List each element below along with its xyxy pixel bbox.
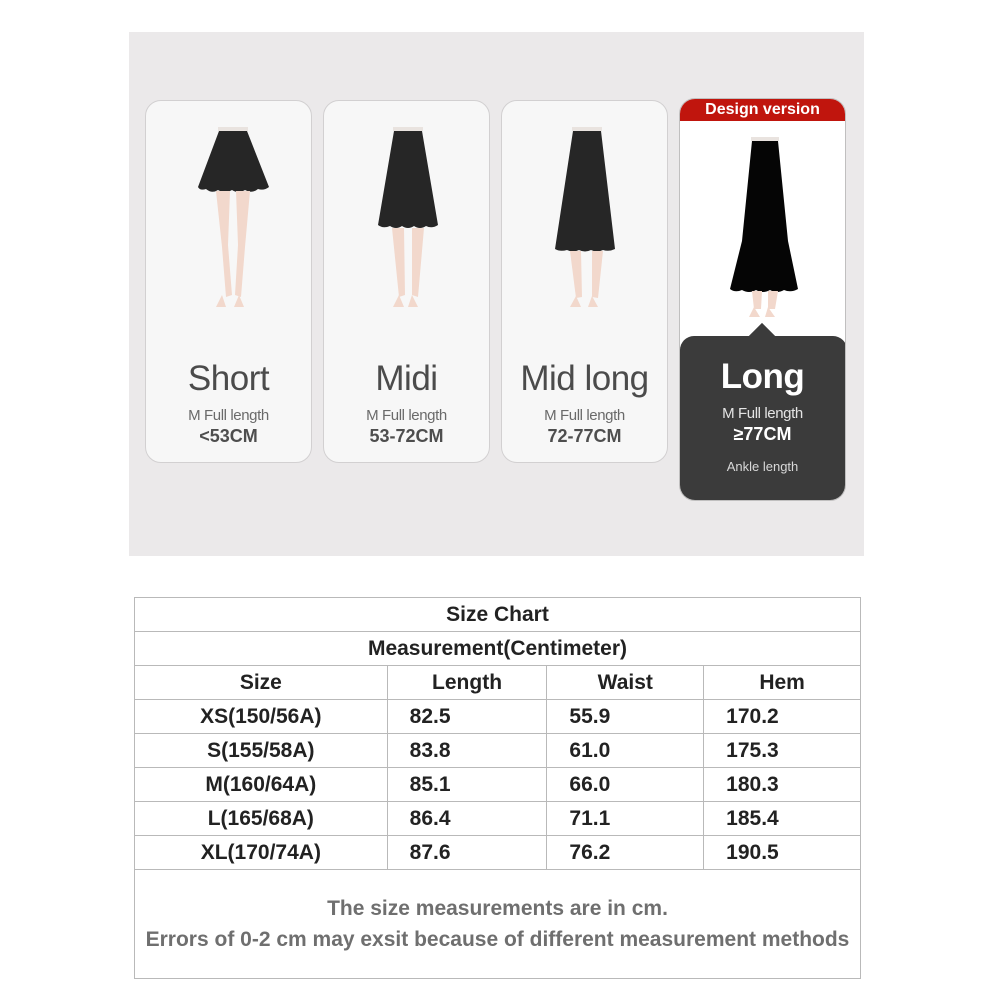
table-row xyxy=(135,768,861,802)
hem-cell: 170.2 xyxy=(704,700,861,734)
card-range: <53CM xyxy=(199,426,258,446)
size-cell: S(155/58A) xyxy=(135,734,388,768)
length-cell: 87.6 xyxy=(387,836,547,870)
hem-cell: 175.3 xyxy=(704,734,861,768)
waist-cell: 66.0 xyxy=(547,768,704,802)
size-cell: L(165/68A) xyxy=(135,802,388,836)
short-skirt-illustration xyxy=(146,115,311,325)
size-chart-table xyxy=(134,597,861,979)
hem-cell: 185.4 xyxy=(704,802,861,836)
length-cell: 83.8 xyxy=(387,734,547,768)
mid-long-skirt-illustration xyxy=(502,115,667,325)
waist-cell: 55.9 xyxy=(547,700,704,734)
length-cell: 82.5 xyxy=(387,700,547,734)
size-cell: XS(150/56A) xyxy=(135,700,388,734)
table-title-row xyxy=(135,598,861,632)
hem-cell: 190.5 xyxy=(704,836,861,870)
length-card-midi xyxy=(323,100,490,463)
table-row xyxy=(135,734,861,768)
note-line-errors: Errors of 0-2 cm may exsit because of different measurement methods xyxy=(145,928,850,951)
midi-skirt-illustration xyxy=(324,115,489,325)
waist-cell: 61.0 xyxy=(547,734,704,768)
length-card-mid-long xyxy=(501,100,668,463)
size-cell: XL(170/74A) xyxy=(135,836,388,870)
card-range: 72-77CM xyxy=(547,426,622,446)
length-card-short xyxy=(145,100,312,463)
column-header-waist: Waist xyxy=(547,666,704,700)
long-skirt-illustration xyxy=(680,131,845,341)
length-cell: 85.1 xyxy=(387,768,547,802)
card-note: Ankle length xyxy=(726,459,799,474)
skirt-length-guide xyxy=(129,32,864,556)
card-title: Mid long xyxy=(520,359,649,398)
length-cell: 86.4 xyxy=(387,802,547,836)
waist-cell: 76.2 xyxy=(547,836,704,870)
card-range: 53-72CM xyxy=(369,426,444,446)
measurement-unit-heading: Measurement(Centimeter) xyxy=(135,632,861,666)
design-version-tag: Design version xyxy=(680,99,845,121)
card-subtitle: M Full length xyxy=(188,407,269,424)
length-card-long xyxy=(679,98,846,501)
column-header-length: Length xyxy=(387,666,547,700)
table-unit-row xyxy=(135,632,861,666)
card-title: Long xyxy=(720,357,805,396)
table-row xyxy=(135,836,861,870)
card-subtitle: M Full length xyxy=(366,407,447,424)
table-row xyxy=(135,802,861,836)
card-title: Midi xyxy=(375,359,438,398)
table-row xyxy=(135,700,861,734)
column-header-hem: Hem xyxy=(704,666,861,700)
waist-cell: 71.1 xyxy=(547,802,704,836)
table-header-row xyxy=(135,666,861,700)
table-note-row xyxy=(135,870,861,979)
column-header-size: Size xyxy=(135,666,388,700)
note-line-units: The size measurements are in cm. xyxy=(327,897,668,920)
card-subtitle: M Full length xyxy=(544,407,625,424)
size-cell: M(160/64A) xyxy=(135,768,388,802)
card-title: Short xyxy=(187,359,270,398)
card-range: ≥77CM xyxy=(733,424,792,444)
measurement-note xyxy=(135,870,861,979)
size-chart-title: Size Chart xyxy=(135,598,861,632)
hem-cell: 180.3 xyxy=(704,768,861,802)
card-subtitle: M Full length xyxy=(722,405,803,422)
